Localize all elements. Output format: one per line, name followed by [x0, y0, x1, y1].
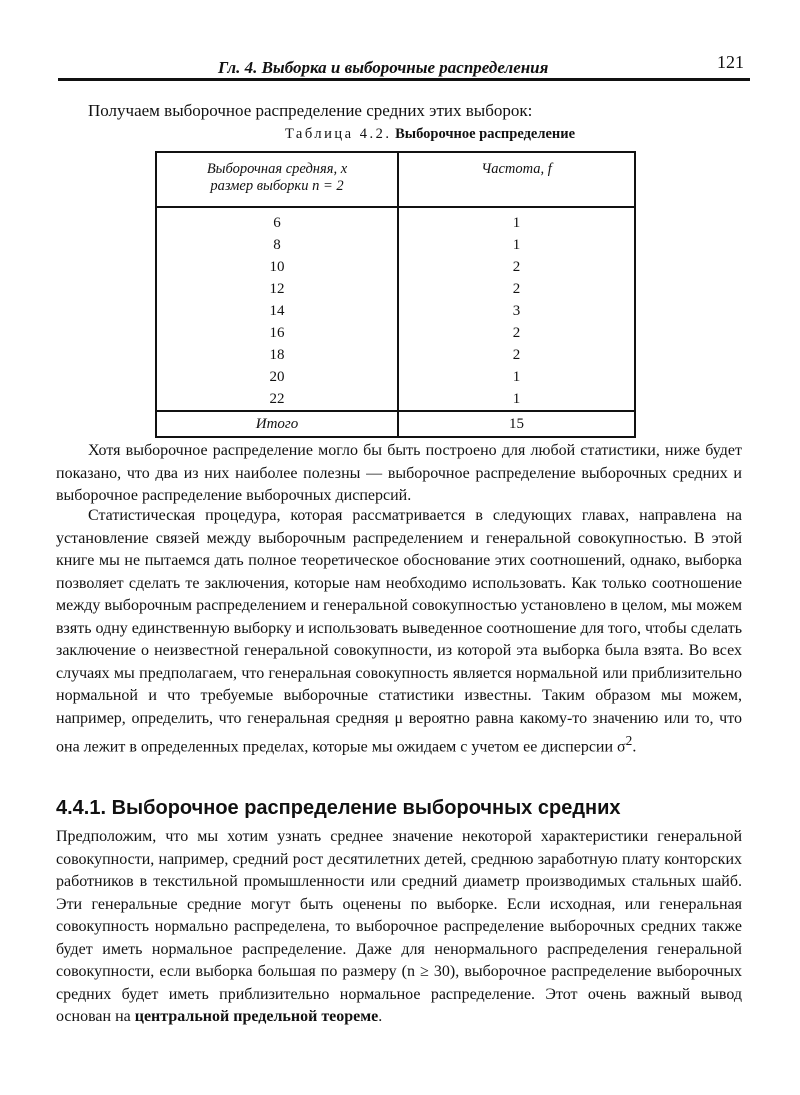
- table-row: [156, 278, 635, 300]
- cell-f: 3: [398, 300, 635, 322]
- table-caption: [0, 126, 800, 143]
- table-row: [156, 366, 635, 388]
- cell-x: 18: [156, 344, 398, 366]
- cell-x: 16: [156, 322, 398, 344]
- table-row: [156, 388, 635, 411]
- cell-x: 10: [156, 256, 398, 278]
- page-number: 121: [717, 52, 744, 72]
- cell-x: 14: [156, 300, 398, 322]
- cell-x: 6: [156, 207, 398, 234]
- paragraph-statistical-procedure: [56, 505, 742, 759]
- cell-f: 2: [398, 278, 635, 300]
- paragraph-text: Предположим, что мы хотим узнать среднее значение некоторой характеристики генеральной совокупности, например, средний рост десятилетних детей, среднюю заработную плату конторских работников в текстильной промышленности или средний диаметр производимых стальных шайб. Эти генеральные средние могут быть оценены по выборке. Если исходная, или генеральная совокупность нормально распределена, то выборочное распределение выборочных средних также будет иметь нормальное распределение. Даже для ненормального распределения генеральной совокупности, если выборка большая по размеру (n ≥ 30), выборочное распределение выборочных средних будет иметь приблизительно нормальное распределение. Этот очень важный вывод основан на: [56, 828, 742, 1025]
- central-limit-theorem-term: центральной предельной теореме: [134, 1008, 379, 1025]
- cell-x: 20: [156, 366, 398, 388]
- sigma-superscript: 2: [625, 733, 633, 748]
- cell-x: 8: [156, 234, 398, 256]
- table-caption-title: Выборочное распределение: [395, 126, 576, 142]
- cell-f: 1: [398, 234, 635, 256]
- cell-f: 1: [398, 366, 635, 388]
- column-header-frequency: Частота, f: [398, 152, 635, 207]
- cell-x: 12: [156, 278, 398, 300]
- table-row: [156, 234, 635, 256]
- table-caption-label: Таблица 4.2.: [284, 126, 392, 142]
- table-row: [156, 344, 635, 366]
- paragraph-sampling-statistics: Хотя выборочное распределение могло бы быть построено для любой статистики, ниже будет показано, что два из них наиболее полезны — выборочное распределение выборочных средних и выборочное распределение выборочных дисперсий.: [56, 442, 742, 504]
- total-value: 15: [398, 411, 635, 437]
- cell-f: 2: [398, 256, 635, 278]
- table-row: [156, 256, 635, 278]
- running-header: [58, 52, 750, 80]
- cell-f: 2: [398, 344, 635, 366]
- table-row: [156, 322, 635, 344]
- cell-f: 1: [398, 388, 635, 411]
- cell-x: 22: [156, 388, 398, 411]
- header-rule: [58, 78, 750, 81]
- total-label: Итого: [156, 411, 398, 437]
- sampling-distribution-table: [155, 151, 636, 438]
- table-row: [156, 300, 635, 322]
- cell-f: 1: [398, 207, 635, 234]
- paragraph-text: Статистическая процедура, которая рассматривается в следующих главах, направлена на установление связей между выборочным распределением и генеральной совокупностью. В этой книге мы не пытаемся дать полное теоретическое обоснование этих соотношений, однако, выборка позволяет сделать те заключения, которые нам необходимо использовать. Как только соотношение между выборочным распределением и генеральной совокупностью установлено в целом, мы можем взять одну единственную выборку и использовать выведенное соотношение для того, чтобы сделать заключение о неизвестной генеральной совокупности, из которой эта выборка была взята. Во всех случаях мы предполагаем, что генеральная совокупность является нормальной или приблизительно нормальной и что требуемые выборочные статистики известны. Таким образом мы можем, например, определить, что генеральная средняя μ вероятно равна какому-то значению или то, что она лежит в определенных пределах, которые мы ожидаем с учетом ее дисперсии σ: [56, 507, 742, 756]
- intro-sentence: Получаем выборочное распределение средних этих выборок:: [88, 101, 533, 120]
- table-total-row: [156, 411, 635, 437]
- paragraph-end: .: [378, 1008, 383, 1025]
- header-title: Гл. 4. Выборка и выборочные распределения: [218, 58, 549, 77]
- table-header-row: [156, 152, 635, 207]
- paragraph-sample-means: [56, 826, 742, 1029]
- section-heading: 4.4.1. Выборочное распределение выборочных средних: [56, 797, 621, 819]
- column-header-sample-mean: [156, 152, 398, 207]
- cell-f: 2: [398, 322, 635, 344]
- table-row: [156, 207, 635, 234]
- column-header-line2: размер выборки n = 2: [210, 178, 344, 194]
- column-header-line1: Выборочная средняя, x: [206, 161, 348, 177]
- paragraph-end: .: [632, 738, 637, 756]
